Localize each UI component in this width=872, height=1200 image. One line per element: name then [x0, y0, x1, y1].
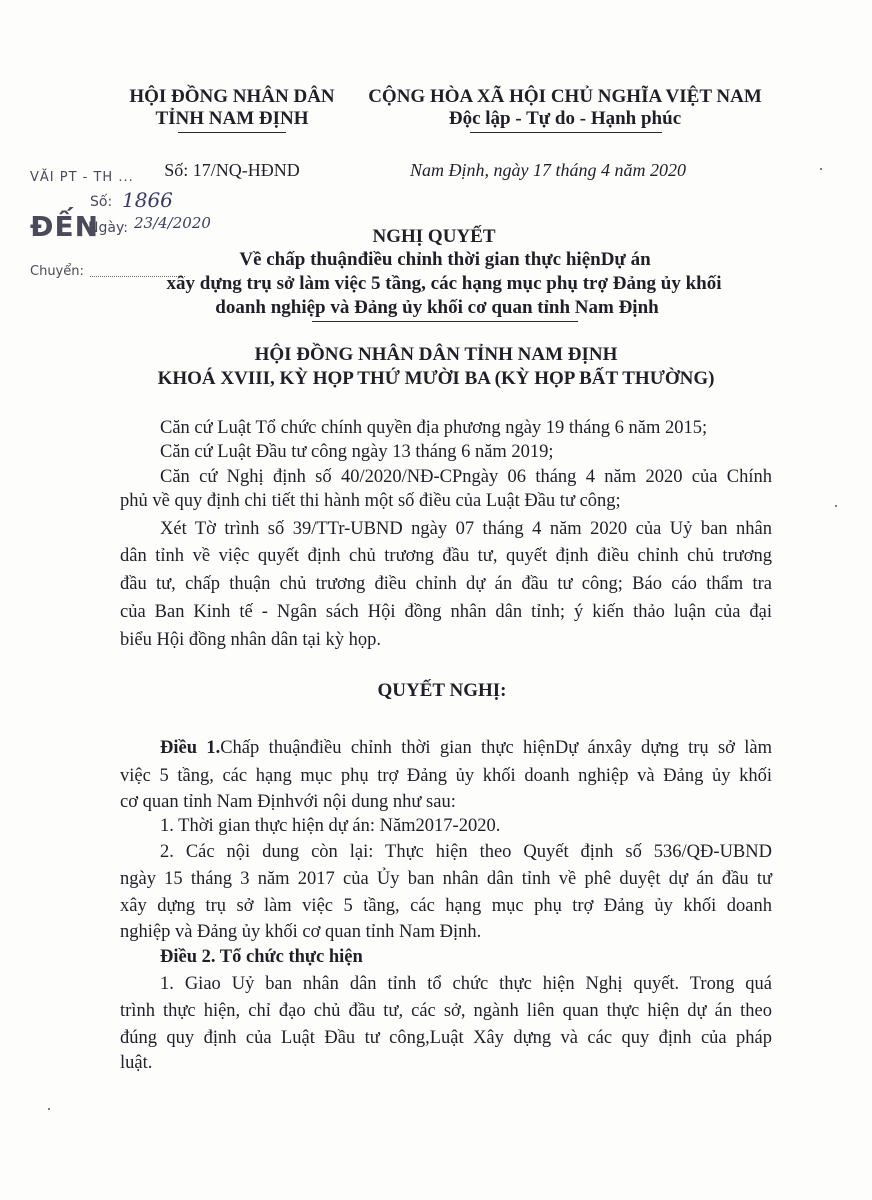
preamble-line: đầu tư, chấp thuận chủ trương điều chỉnh dự án đầu tư công; Báo cáo thẩm tra	[120, 574, 772, 594]
article1-line: việc 5 tầng, các hạng mục phụ trợ Đảng ủy khối doanh nghiệp và Đảng ủy khối	[120, 766, 772, 786]
article1-item: ngày 15 tháng 3 năm 2017 của Ủy ban nhân dân tỉnh về phê duyệt dự án đầu tư	[120, 869, 772, 889]
preamble-line: của Ban Kinh tế - Ngân sách Hội đồng nhân dân tỉnh; ý kiến thảo luận của đại	[120, 602, 772, 622]
preamble-line: Xét Tờ trình số 39/TTr-UBND ngày 07 tháng 4 năm 2020 của Uỷ ban nhân	[160, 519, 772, 539]
article1-line: cơ quan tỉnh Nam Địnhvới nội dung như sau:	[120, 792, 456, 812]
scan-speck	[48, 1108, 50, 1110]
stamp-ngay-label: Ngày:	[88, 220, 128, 236]
article2-heading: Điều 2. Tổ chức thực hiện	[160, 947, 363, 967]
article1-item: xây dựng trụ sở làm việc 5 tầng, các hạng mục phụ trợ Đảng ủy khối doanh	[120, 896, 772, 916]
issuing-body-line1: HỘI ĐỒNG NHÂN DÂN	[129, 86, 335, 107]
article1-item: nghiệp và Đảng ủy khối cơ quan tỉnh Nam Định.	[120, 922, 482, 942]
motto-underline	[470, 132, 662, 133]
document-number: Số: 17/NQ-HĐND	[164, 160, 300, 180]
council-name: HỘI ĐỒNG NHÂN DÂN TỈNH NAM ĐỊNH	[254, 344, 618, 365]
preamble-line: Căn cứ Luật Đầu tư công ngày 13 tháng 6 năm 2019;	[160, 442, 554, 462]
stamp-so-value: 1866	[122, 188, 173, 212]
article1-item: 1. Thời gian thực hiện dự án: Năm2017-2020.	[160, 816, 501, 836]
article1-text: Chấp thuậnđiều chỉnh thời gian thực hiệnDự ánxây dựng trụ sở làm	[220, 738, 773, 758]
scan-speck	[820, 168, 822, 170]
received-stamp	[30, 168, 220, 278]
national-title: CỘNG HÒA XÃ HỘI CHỦ NGHĨA VIỆT NAM	[368, 86, 762, 107]
subject-underline	[312, 321, 578, 322]
stamp-org: VĂI PT - TH ...	[30, 170, 134, 185]
document-type: NGHỊ QUYẾT	[372, 226, 496, 247]
article1-item: 2. Các nội dung còn lại: Thực hiện theo Quyết định số 536/QĐ-UBND	[160, 842, 772, 862]
subject-line1: Về chấp thuậnđiều chỉnh thời gian thực hiệnDự án	[239, 249, 651, 270]
preamble-line: dân tỉnh về việc quyết định chủ trương đầu tư, quyết định điều chỉnh chủ trương	[120, 546, 772, 566]
issuing-body-line2: TỈNH NAM ĐỊNH	[155, 108, 309, 129]
council-session: KHOÁ XVIII, KỲ HỌP THỨ MƯỜI BA (KỲ HỌP BẤT THƯỜNG)	[157, 368, 715, 389]
article2-line: đúng quy định của Luật Đầu tư công,Luật Xây dựng và các quy định của pháp	[120, 1028, 772, 1048]
article1-label: Điều 1.	[160, 738, 221, 758]
national-motto: Độc lập - Tự do - Hạnh phúc	[448, 108, 682, 129]
stamp-den-label: ĐẾN	[30, 210, 100, 243]
article2-line: luật.	[120, 1053, 153, 1073]
preamble-line: Căn cứ Luật Tổ chức chính quyền địa phương ngày 19 tháng 6 năm 2015;	[160, 418, 708, 438]
article2-line: 1. Giao Uỷ ban nhân dân tỉnh tổ chức thực hiện Nghị quyết. Trong quá	[160, 974, 772, 994]
article2-line: trình thực hiện, chỉ đạo chủ đầu tư, các sở, ngành liên quan thực hiện dự án theo	[120, 1001, 772, 1021]
issuing-body-underline	[178, 132, 286, 133]
scan-speck	[835, 505, 837, 507]
subject-line2: xây dựng trụ sở làm việc 5 tầng, các hạng mục phụ trợ Đảng ủy khối	[166, 273, 722, 294]
article1-first-line	[160, 736, 772, 760]
stamp-ngay-value: 23/4/2020	[134, 214, 211, 232]
stamp-chuyen-label: Chuyển:	[30, 264, 84, 279]
resolve-heading: QUYẾT NGHỊ:	[377, 680, 507, 701]
preamble-line: phủ về quy định chi tiết thi hành một số điều của Luật Đầu tư công;	[120, 491, 621, 511]
preamble-line: biểu Hội đồng nhân dân tại kỳ họp.	[120, 630, 382, 650]
place-and-date: Nam Định, ngày 17 tháng 4 năm 2020	[410, 160, 686, 180]
subject-line3: doanh nghiệp và Đảng ủy khối cơ quan tỉnh Nam Định	[215, 297, 659, 318]
preamble-line: Căn cứ Nghị định số 40/2020/NĐ-CPngày 06 tháng 4 năm 2020 của Chính	[160, 467, 772, 487]
stamp-so-label: Số:	[90, 194, 113, 210]
